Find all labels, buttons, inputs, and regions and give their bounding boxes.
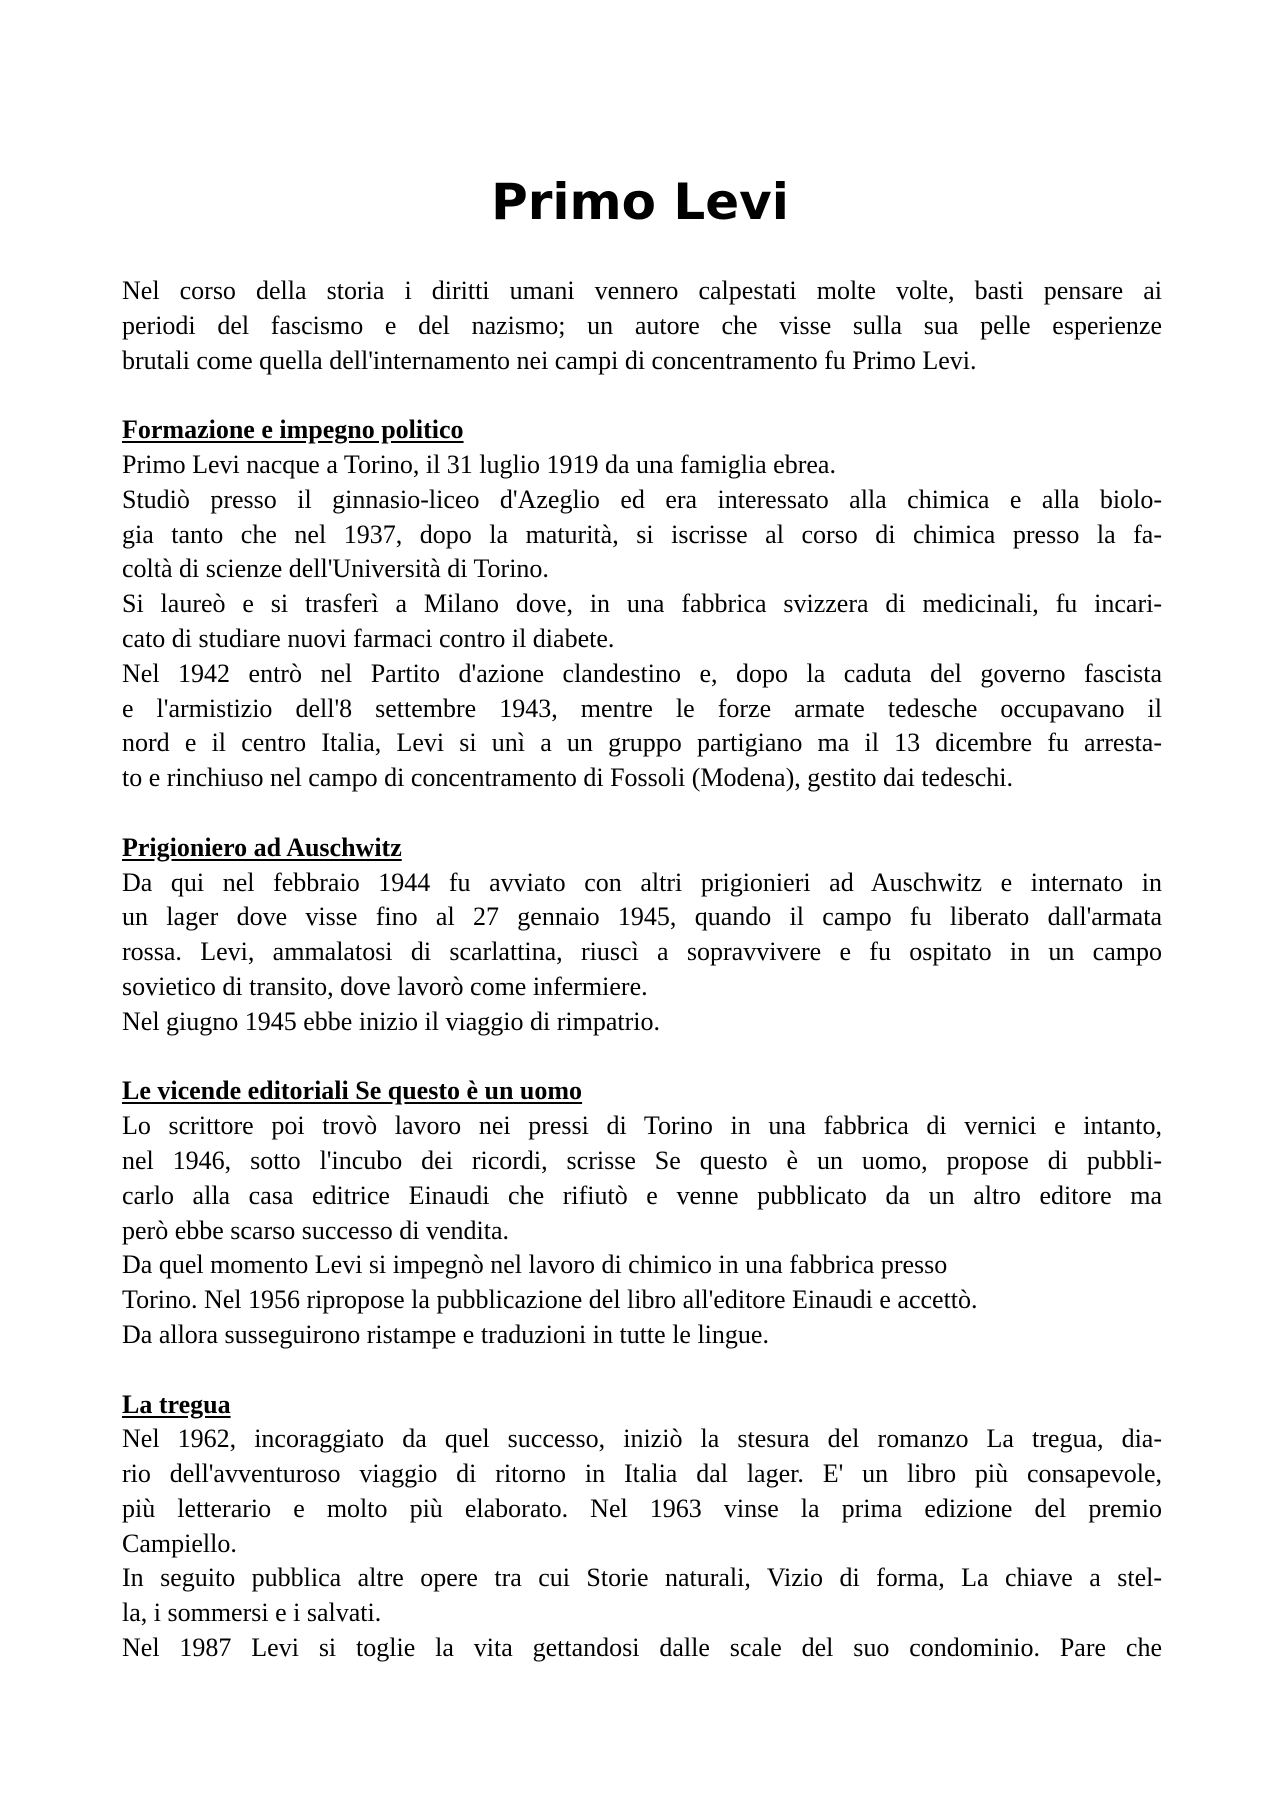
paragraph-gap xyxy=(122,1040,1162,1075)
text-line: Studiò presso il ginnasio-liceo d'Azeglio ed era interessato alla chimica e alla biolo- xyxy=(122,484,1162,514)
text-line: periodi del fascismo e del nazismo; un autore che visse sulla sua pelle esperienze xyxy=(122,310,1162,340)
text-line: nel 1946, sotto l'incubo dei ricordi, scrisse Se questo è un uomo, propose di pubbli- xyxy=(122,1145,1162,1175)
section-heading: Prigioniero ad Auschwitz xyxy=(122,832,402,862)
section-heading: Formazione e impegno politico xyxy=(122,415,464,445)
text-line: Nel giugno 1945 ebbe inizio il viaggio di rimpatrio. xyxy=(122,1006,660,1036)
text-line: brutali come quella dell'internamento nei campi di concentramento fu Primo Levi. xyxy=(122,345,977,375)
text-line: coltà di scienze dell'Università di Torino. xyxy=(122,554,549,584)
text-line: In seguito pubblica altre opere tra cui Storie naturali, Vizio di forma, La chiave a stel- xyxy=(122,1563,1162,1593)
text-line: Da quel momento Levi si impegnò nel lavoro di chimico in una fabbrica presso xyxy=(122,1250,948,1280)
text-line: Nel 1987 Levi si toglie la vita gettandosi dalle scale del suo condominio. Pare che xyxy=(122,1633,1162,1663)
text-line: un lager dove visse fino al 27 gennaio 1945, quando il campo fu liberato dall'armata xyxy=(122,902,1162,932)
text-line: Primo Levi nacque a Torino, il 31 luglio 1919 da una famiglia ebrea. xyxy=(122,449,836,479)
paragraph-gap xyxy=(122,796,1162,831)
text-line: Torino. Nel 1956 ripropose la pubblicazione del libro all'editore Einaudi e accettò. xyxy=(122,1285,978,1315)
text-line: rossa. Levi, ammalatosi di scarlattina, riuscì a sopravvivere e fu ospitato in un campo xyxy=(122,937,1162,967)
section-heading: La tregua xyxy=(122,1389,231,1419)
text-line: rio dell'avventuroso viaggio di ritorno in Italia dal lager. E' un libro più consapevole, xyxy=(122,1459,1162,1489)
text-line: e l'armistizio dell'8 settembre 1943, mentre le forze armate tedesche occupavano il xyxy=(122,693,1162,723)
paragraph-gap xyxy=(122,378,1162,413)
text-line: Campiello. xyxy=(122,1528,237,1558)
text-line: Nel 1962, incoraggiato da quel successo, iniziò la stesura del romanzo La tregua, dia- xyxy=(122,1424,1162,1454)
document-body xyxy=(122,274,1162,1666)
text-line: to e rinchiuso nel campo di concentramento di Fossoli (Modena), gestito dai tedeschi. xyxy=(122,763,1014,793)
text-line: gia tanto che nel 1937, dopo la maturità, si iscrisse al corso di chimica presso la fa- xyxy=(122,519,1162,549)
paragraph-gap xyxy=(122,1353,1162,1388)
text-line: Da allora susseguirono ristampe e traduzioni in tutte le lingue. xyxy=(122,1319,769,1349)
text-line: nord e il centro Italia, Levi si unì a un gruppo partigiano ma il 13 dicembre fu arresta- xyxy=(122,728,1162,758)
text-line: più letterario e molto più elaborato. Nel 1963 vinse la prima edizione del premio xyxy=(122,1493,1162,1523)
section-heading: Le vicende editoriali Se questo è un uomo xyxy=(122,1076,583,1106)
text-line: Nel 1942 entrò nel Partito d'azione clandestino e, dopo la caduta del governo fascista xyxy=(122,658,1162,688)
text-line: sovietico di transito, dove lavorò come infermiere. xyxy=(122,971,648,1001)
text-line: però ebbe scarso successo di vendita. xyxy=(122,1215,509,1245)
text-line: Da qui nel febbraio 1944 fu avviato con altri prigionieri ad Auschwitz e internato in xyxy=(122,867,1162,897)
text-line: carlo alla casa editrice Einaudi che rifiutò e venne pubblicato da un altro editore ma xyxy=(122,1180,1162,1210)
text-line: la, i sommersi e i salvati. xyxy=(122,1598,382,1628)
text-line: Nel corso della storia i diritti umani vennero calpestati molte volte, basti pensare ai xyxy=(122,276,1162,305)
text-line: cato di studiare nuovi farmaci contro il diabete. xyxy=(122,623,615,653)
text-line: Lo scrittore poi trovò lavoro nei pressi di Torino in una fabbrica di vernici e intanto, xyxy=(122,1111,1162,1141)
text-line: Si laureò e si trasferì a Milano dove, in una fabbrica svizzera di medicinali, fu incari- xyxy=(122,589,1162,619)
document-title: Primo Levi xyxy=(491,173,789,231)
